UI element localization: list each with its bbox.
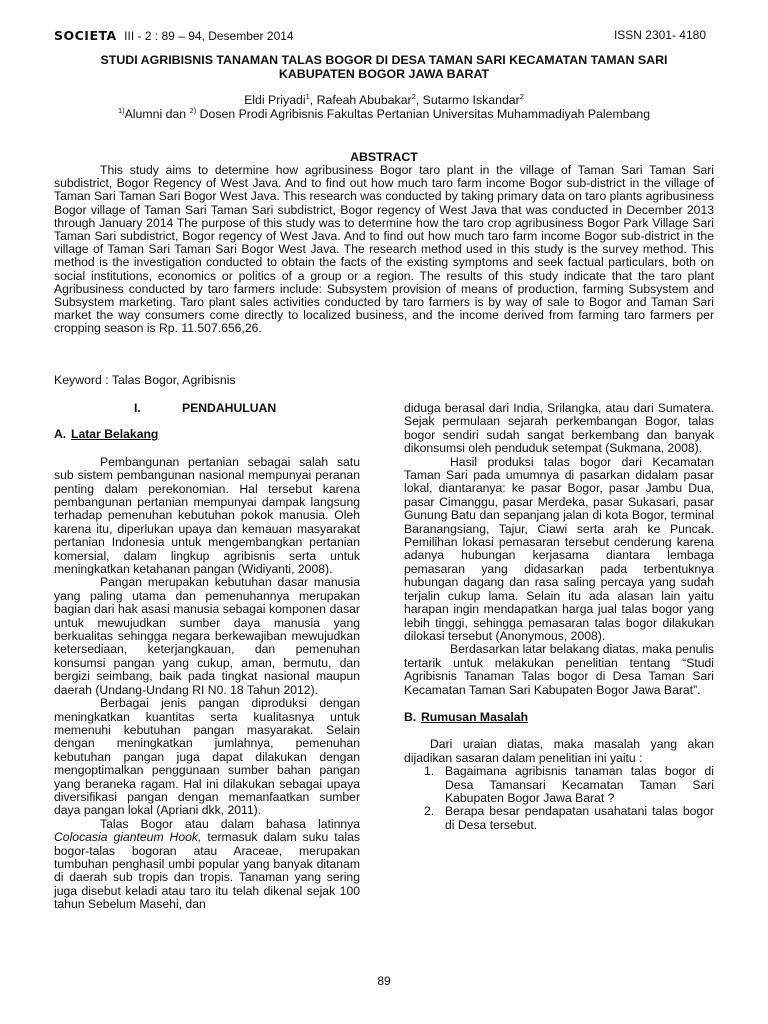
list-item-number: 2. <box>424 804 435 819</box>
list-item <box>404 765 714 805</box>
subsection-heading-a <box>54 428 360 441</box>
affiliation <box>54 107 714 121</box>
abstract-heading: ABSTRACT <box>350 150 418 164</box>
author-1: Eldi Priyadi <box>244 93 306 107</box>
list-item-text: Berapa besar pendapatan usahatani talas bogor di Desa tersebut. <box>445 804 714 832</box>
author-2: , Rafeah Abubakar <box>309 93 412 107</box>
affiliation-mark-1: 1) <box>117 106 125 115</box>
author-2-affiliation-mark: 2 <box>411 92 416 101</box>
paragraph-2: Pangan merupakan kebutuhan dasar manusia yang paling utama dan pemenuhannya merupakan bagian dari hak asasi manusia sebagai komponen dasar untuk mewujudkan sumber daya manusia yang berkualitas sehingga negara berkewajiban mewujudkan ketersediaan, keterjangkauan, dan pemenuhan konsumsi pangan yang cukup, aman, bermutu, dan bergizi seimbang, baik pada tingkat nasional maupun daerah (Undang-Undang RI N0. 18 Tahun 2012). <box>54 575 360 697</box>
keywords: Keyword : Talas Bogor, Agribisnis <box>54 373 236 387</box>
section-heading <box>54 402 360 415</box>
paragraph-6: Hasil produksi talas bogor dari Kecamatan Taman Sari pada umumnya di pasarkan didalam pasar lokal, diantaranya: ke pasar Bogor, pasar Jambu Dua, pasar Cimanggu, pasar Merdeka, pasar Sukasari, pasar Gunung Batu dan sepanjang jalan di kota Bogor, terminal Baranangsiang, Tajur, Ciawi serta arah ke Puncak. Pemilihan lokasi pemasaran tersebut cenderung karena adanya hubungan kerjasama diantara lembaga pemasaran yang didasarkan pada terbentuknya hubungan dagang dan rasa saling percaya yang sudah terjalin cukup lama. Selain itu ada alasan lain yaitu harapan ingin mendapatkan harga jual talas bogor yang lebih tinggi, sehingga pemasaran talas bogor dilakukan dilokasi tersebut (Anonymous, 2008). <box>404 454 714 643</box>
subsection-title-a: Latar Belakang <box>71 427 159 442</box>
paragraph-8: Dari uraian diatas, maka masalah yang akan dijadikan sasaran dalam penelitian ini yaitu : <box>404 737 714 765</box>
journal-volume-info: III - 2 : 89 – 94, Desember 2014 <box>124 29 294 43</box>
abstract-text: This study aims to determine how agribusiness Bogor taro plant in the village of Taman Sari Taman Sari subdistrict, Bogor Regency of West Java. And to find out how much taro farm income Bogor sub-district in the village of Taman Sari Taman Sari Bogor West Java. This research was conducted by taking primary data on taro plants agribusiness Bogor village of Taman Sari Taman Sari subdistrict, Bogor regency of West Java that was conducted in December 2013 through January 2014 The purpose of this study was to determine how the taro crop agribusiness Bogor Park Village Sari Taman Sari subdistrict, Bogor regency of West Java. And to find out how much taro farm income Bogor sub-district in the village of Taman Sari Taman Sari Bogor West Java. The research method used in this study is the survey method. This method is the investigation conducted to obtain the facts of the existing symptoms and seek factual particulars, both on social institutions, economics or politics of a group or a region. The results of this study indicate that the taro plant Agribusiness conducted by taro farmers include: Subsystem provision of means of production, farming Subsystem and Subsystem marketing. Taro plant sales activities conducted by taro farmers is by way of sale to Bogor and Taman Sari market the way consumers come directly to localized business, and the income derived from farming taro farmers per cropping season is Rp. 11.507.656,26. <box>54 163 714 336</box>
paragraph-3: Berbagai jenis pangan diproduksi dengan meningkatkan kuantitas serta kualitasnya untuk memenuhi kebutuhan pangan masyarakat. Selain dengan meningkatkan jumlahnya, pemenuhan kebutuhan pangan juga dapat dilakukan dengan mengoptimalkan penggunaan sumber bahan pangan yang beraneka ragam. Hal ini dilakukan sebagai upaya diversifikasi pangan dengan memanfaatkan sumber daya pangan lokal (Apriani dkk, 2011). <box>54 696 360 818</box>
paragraph-4-end: termasuk dalam suku talas bogor-talas bogoran atau Araceae, merupakan tumbuhan penghasil umbi popular yang banyak ditanam di daerah sub tropis dan tropis. Tanaman yang sering juga disebut keladi atau taro itu telah dikenal sejak 100 tahun Sebelum Masehi, dan <box>54 830 360 912</box>
author-1-affiliation-mark: 1 <box>305 92 310 101</box>
list-item <box>404 805 714 832</box>
research-questions <box>404 765 714 832</box>
scientific-name: Colocasia gianteum Hook, <box>54 830 202 845</box>
author-list <box>54 93 714 107</box>
paper-title <box>54 53 714 81</box>
paper-title-line-2: KABUPATEN BOGOR JAWA BARAT <box>278 67 490 81</box>
affiliation-mark-2: 2) <box>189 106 197 115</box>
author-3-affiliation-mark: 2 <box>519 92 524 101</box>
left-column <box>54 402 360 912</box>
journal-header <box>54 29 706 45</box>
affiliation-text-2: Dosen Prodi Agribisnis Fakultas Pertanian Universitas Muhammadiyah Palembang <box>196 107 651 121</box>
subsection-title-b: Rumusan Masalah <box>421 709 529 724</box>
section-number: I. <box>134 401 141 415</box>
affiliation-text-1: Alumni dan <box>124 107 190 121</box>
section-title: PENDAHULUAN <box>182 401 277 415</box>
paragraph-5: diduga berasal dari India, Srilangka, atau dari Sumatera. Sejak permulaan sejarah perkembangan Bogor, talas bogor sendiri sudah sangat berkembang dan banyak dikonsumsi oleh penduduk setempat (Sukmana, 2008). <box>404 401 714 456</box>
author-3: , Sutarmo Iskandar <box>415 93 520 107</box>
paragraph-4-start: Talas Bogor atau dalam bahasa latinnya <box>100 816 360 831</box>
subsection-letter-b: B. <box>404 709 417 724</box>
list-item-text: Bagaimana agribisnis tanaman talas bogor di Desa Tamansari Kecamatan Taman Sari Kabupaten Bogor Jawa Barat ? <box>445 764 714 805</box>
paragraph-4 <box>54 818 360 912</box>
paragraph-1: Pembangunan pertanian sebagai salah satu sub sistem pembangunan nasional mempunyai peranan penting dalam perekonomian. Hal tersebut karena pembangunan pertanian mempunyai dampak langsung terhadap pemenuhan kebutuhan pokok manusia. Oleh karena itu, diperlukan upaya dan kemauan masyarakat pertanian Indonesia untuk mengembangkan pertanian komersial, dalam lingkup agribisnis serta untuk meningkatkan ketahanan pangan (Widiyanti, 2008). <box>54 454 360 577</box>
list-item-number: 1. <box>424 764 435 779</box>
page-number: 89 <box>377 974 391 988</box>
right-column <box>404 402 714 832</box>
issn: ISSN 2301- 4180 <box>613 28 706 42</box>
subsection-heading-b <box>404 711 714 724</box>
paper-title-line-1: STUDI AGRIBISNIS TANAMAN TALAS BOGOR DI DESA TAMAN SARI KECAMATAN TAMAN SARI <box>100 53 668 67</box>
subsection-letter-a: A. <box>54 427 67 442</box>
paragraph-7: Berdasarkan latar belakang diatas, maka penulis tertarik untuk melakukan penelitian tentang “Studi Agribisnis Tanaman Talas bogor di Desa Taman Sari Kecamatan Taman Sari Kabupaten Bogor Jawa Barat”. <box>404 642 714 697</box>
journal-name: SOCIETA <box>54 28 117 43</box>
